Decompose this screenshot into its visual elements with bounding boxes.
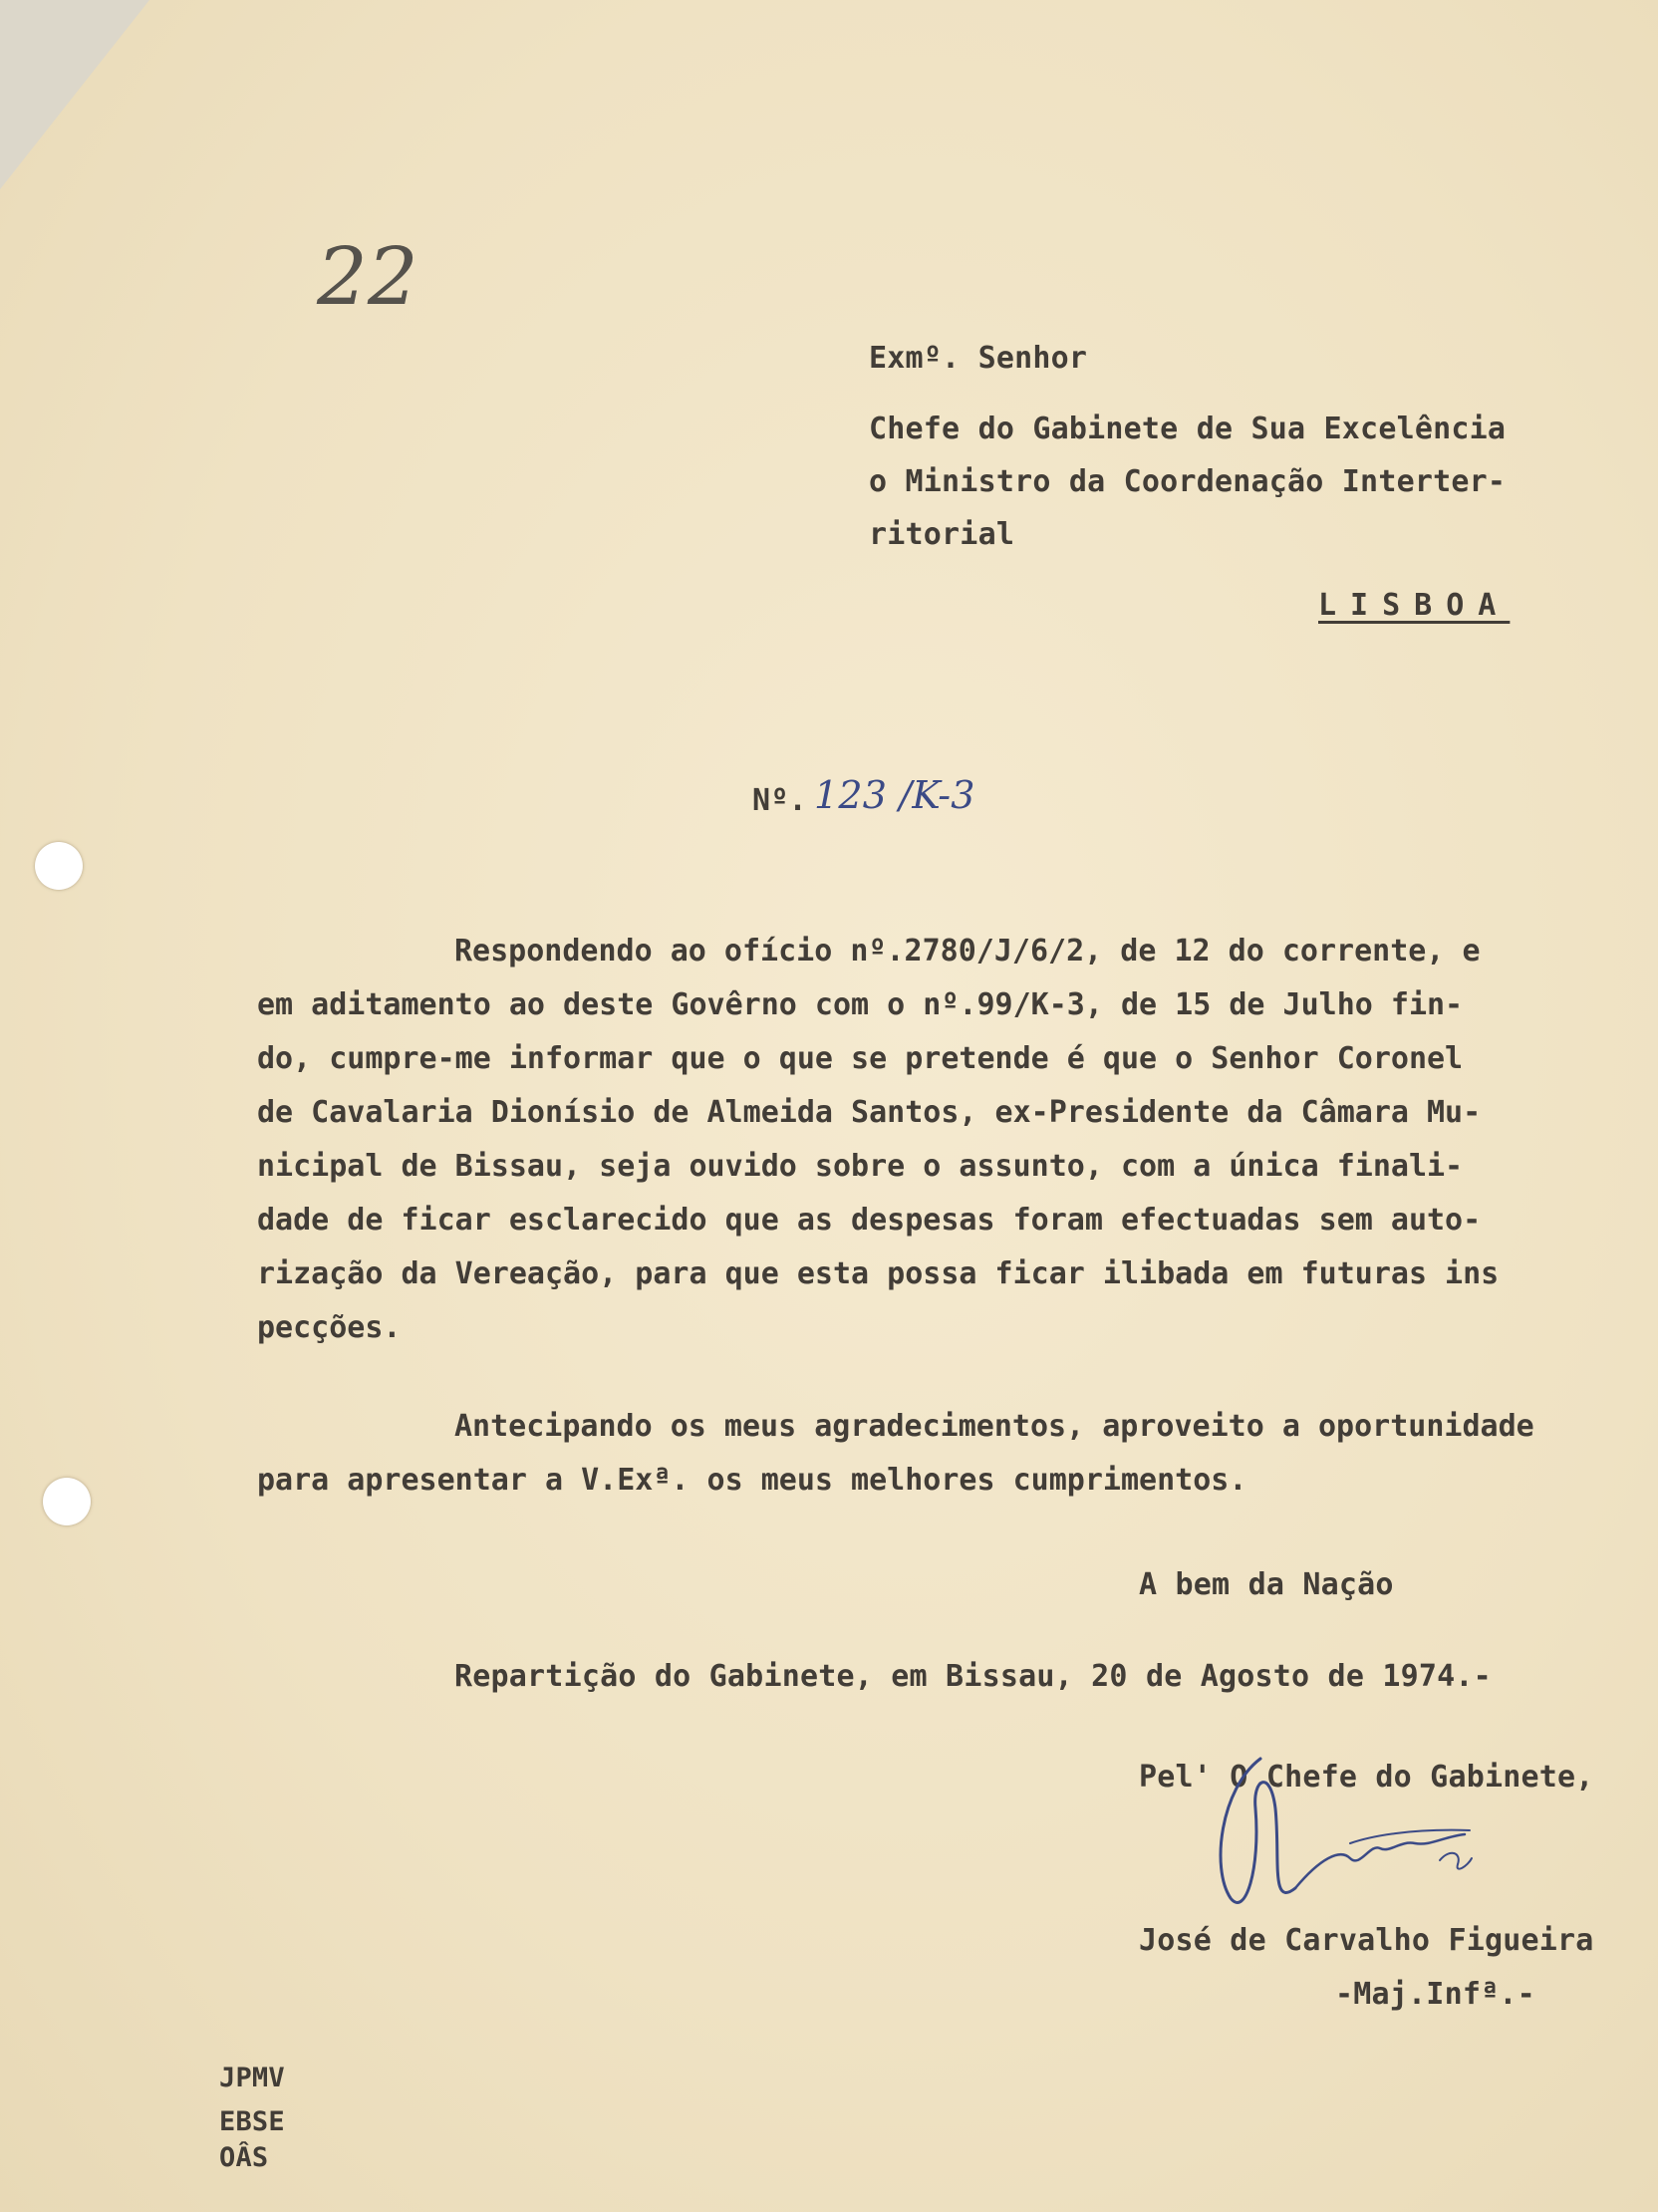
addressee-line-1: Chefe do Gabinete de Sua Excelência [869,412,1507,446]
folded-corner [0,0,149,189]
addressee-line-3: ritorial [869,517,1015,552]
paragraph-1-line: rização da Vereação, para que esta possa ficar ilibada em futuras ins [257,1256,1500,1291]
paragraph-1-line: em aditamento ao deste Govêrno com o nº.99/K-3, de 15 de Julho fin- [257,987,1464,1022]
handwritten-signature [1201,1749,1529,1948]
signatory-name: José de Carvalho Figueira [1139,1923,1594,1958]
punch-hole-top [35,842,83,890]
addressee-line-2: o Ministro da Coordenação Interter- [869,464,1507,499]
body-paragraph-1 [257,925,1632,1355]
punch-hole-bottom [43,1478,91,1525]
paragraph-1-line: dade de ficar esclarecido que as despesas foram efectuadas sem auto- [257,1203,1482,1238]
closing-place-date: Repartição do Gabinete, em Bissau, 20 de Agosto de 1974.- [454,1659,1492,1694]
paragraph-1-line: nicipal de Bissau, seja ouvido sobre o assunto, com a única finali- [257,1149,1464,1184]
paragraph-2-line: para apresentar a V.Exª. os meus melhores cumprimentos. [257,1463,1247,1498]
closing-motto: A bem da Nação [1139,1567,1394,1602]
initials-line-3: OÂS [219,2142,269,2173]
addressee-salutation: Exmº. Senhor [869,341,1088,376]
signatory-rank: -Maj.Infª.- [1335,1977,1535,2012]
paragraph-1-line: de Cavalaria Dionísio de Almeida Santos, ex-Presidente da Câmara Mu- [257,1095,1482,1130]
reference-prefix: Nº. [752,783,807,818]
initials-line-1: JPMV [219,2063,285,2093]
signatory-role: Pel' O Chefe do Gabinete, [1139,1760,1594,1795]
handwritten-page-number: 22 [317,230,418,323]
paragraph-2-line: Antecipando os meus agradecimentos, aproveito a oportunidade [454,1409,1534,1444]
addressee-city: LISBOA [1318,588,1511,623]
paragraph-1-line: Respondendo ao ofício nº.2780/J/6/2, de 12 do corrente, e [454,934,1481,968]
reference-handwritten-number: 123 /K-3 [814,773,975,817]
body-paragraph-2 [257,1400,1632,1508]
initials-line-2: EBSE [219,2106,285,2137]
paragraph-1-line: do, cumpre-me informar que o que se pretende é que o Senhor Coronel [257,1041,1464,1076]
paragraph-1-line: pecções. [257,1310,402,1345]
